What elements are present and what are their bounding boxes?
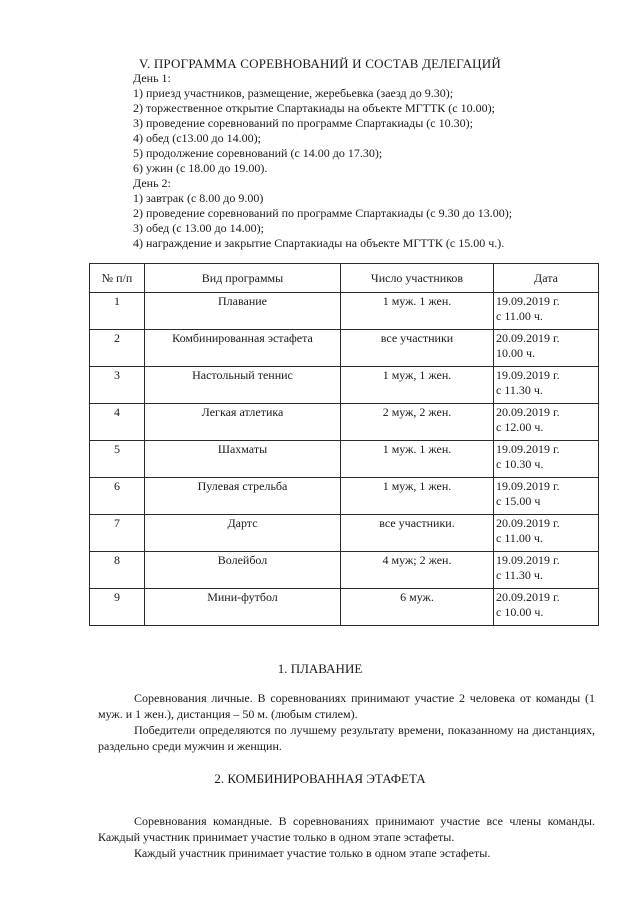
schedule-day-2-heading: День 2: (133, 176, 171, 190)
row-participants: 1 муж, 1 жен. (341, 478, 494, 515)
table-row (90, 441, 599, 478)
section-2-heading: 2. КОМБИНИРОВАННАЯ ЭТАФЕТА (214, 771, 426, 786)
schedule-item: 3) обед (с 13.00 до 14.00); (133, 221, 264, 235)
row-date (494, 478, 599, 515)
section-1-text: Победители определяются по лучшему результату времени, показанному на дистанциях, раздельно среди мужчин и женщин. (98, 723, 595, 753)
row-date-time: с 11.00 ч. (496, 531, 543, 545)
row-date-time: 10.00 ч. (496, 346, 536, 360)
row-number: 5 (90, 441, 145, 478)
row-date (494, 404, 599, 441)
row-number: 8 (90, 552, 145, 589)
schedule-item: 2) проведение соревнований по программе Спартакиады (с 9.30 до 13.00); (133, 206, 513, 220)
table-row (90, 404, 599, 441)
row-date (494, 552, 599, 589)
header-participants: Число участников (341, 264, 494, 293)
row-number: 1 (90, 293, 145, 330)
row-participants: все участники. (341, 515, 494, 552)
row-event: Легкая атлетика (145, 404, 341, 441)
row-date-day: 19.09.2019 г. (496, 442, 560, 456)
section-2-text: Соревнования командные. В соревнованиях принимают участие все члены команды. Каждый участник принимает участие только в одном этапе эстафеты. (98, 814, 595, 844)
section-1-paragraph (98, 690, 595, 722)
row-date-time: с 11.30 ч. (496, 568, 543, 582)
row-event: Волейбол (145, 552, 341, 589)
schedule-item: 2) торжественное открытие Спартакиады на объекте МГТТК (с 10.00); (133, 101, 495, 115)
row-date (494, 330, 599, 367)
schedule-item: 6) ужин (с 18.00 до 19.00). (133, 161, 268, 175)
row-date-time: с 11.00 ч. (496, 309, 543, 323)
row-event: Мини-футбол (145, 589, 341, 626)
header-date: Дата (494, 264, 599, 293)
row-date (494, 515, 599, 552)
schedule-item: 4) обед (с13.00 до 14.00); (133, 131, 261, 145)
schedule-day-1-heading: День 1: (133, 71, 171, 85)
row-date-day: 20.09.2019 г. (496, 331, 560, 345)
section-2-paragraph (98, 813, 595, 845)
row-date-day: 20.09.2019 г. (496, 405, 560, 419)
row-number: 7 (90, 515, 145, 552)
schedule-item: 5) продолжение соревнований (с 14.00 до 17.30); (133, 146, 383, 160)
section-1-heading: 1. ПЛАВАНИЕ (277, 661, 363, 676)
table-header-row (90, 264, 599, 293)
row-number: 9 (90, 589, 145, 626)
section-1-paragraph (98, 722, 595, 754)
table-row (90, 589, 599, 626)
row-participants: все участники (341, 330, 494, 367)
row-date-time: с 11.30 ч. (496, 383, 543, 397)
row-date-day: 20.09.2019 г. (496, 590, 560, 604)
row-date-day: 19.09.2019 г. (496, 553, 560, 567)
row-event: Дартс (145, 515, 341, 552)
row-date (494, 293, 599, 330)
header-event: Вид программы (145, 264, 341, 293)
row-participants: 4 муж; 2 жен. (341, 552, 494, 589)
row-date-day: 20.09.2019 г. (496, 516, 560, 530)
row-number: 4 (90, 404, 145, 441)
row-date-day: 19.09.2019 г. (496, 368, 560, 382)
section-1-text: Соревнования личные. В соревнованиях принимают участие 2 человека от команды (1 муж. и 1 жен.), дистанция – 50 м. (любым стилем). (98, 691, 595, 721)
row-participants: 1 муж. 1 жен. (341, 293, 494, 330)
schedule-list (133, 71, 603, 251)
schedule-item: 4) награждение и закрытие Спартакиады на объекте МГТТК (с 15.00 ч.). (133, 236, 505, 250)
row-event: Пулевая стрельба (145, 478, 341, 515)
row-participants: 2 муж, 2 жен. (341, 404, 494, 441)
schedule-item: 3) проведение соревнований по программе Спартакиады (с 10.30); (133, 116, 473, 130)
row-number: 2 (90, 330, 145, 367)
row-date (494, 367, 599, 404)
row-participants: 1 муж, 1 жен. (341, 367, 494, 404)
row-event: Плавание (145, 293, 341, 330)
row-date-time: с 12.00 ч. (496, 420, 544, 434)
row-date-time: с 15.00 ч (496, 494, 541, 508)
table-row (90, 515, 599, 552)
page-title: V. ПРОГРАММА СОРЕВНОВАНИЙ И СОСТАВ ДЕЛЕГАЦИЙ (139, 56, 501, 71)
row-number: 6 (90, 478, 145, 515)
table-row (90, 367, 599, 404)
row-event: Шахматы (145, 441, 341, 478)
program-table (89, 263, 599, 626)
section-2-text: Каждый участник принимает участие только в одном этапе эстафеты. (134, 846, 491, 860)
table-row (90, 478, 599, 515)
row-date-day: 19.09.2019 г. (496, 294, 560, 308)
schedule-item: 1) приезд участников, размещение, жеребьевка (заезд до 9.30); (133, 86, 454, 100)
row-participants: 1 муж. 1 жен. (341, 441, 494, 478)
table-row (90, 293, 599, 330)
row-date-day: 19.09.2019 г. (496, 479, 560, 493)
row-participants: 6 муж. (341, 589, 494, 626)
section-2-paragraph (98, 845, 595, 861)
row-date-time: с 10.00 ч. (496, 605, 544, 619)
row-date (494, 441, 599, 478)
table-row (90, 330, 599, 367)
table-row (90, 552, 599, 589)
row-number: 3 (90, 367, 145, 404)
row-date-time: с 10.30 ч. (496, 457, 544, 471)
row-date (494, 589, 599, 626)
row-event: Настольный теннис (145, 367, 341, 404)
row-event: Комбинированная эстафета (145, 330, 341, 367)
schedule-item: 1) завтрак (с 8.00 до 9.00) (133, 191, 264, 205)
header-number: № п/п (90, 264, 145, 293)
